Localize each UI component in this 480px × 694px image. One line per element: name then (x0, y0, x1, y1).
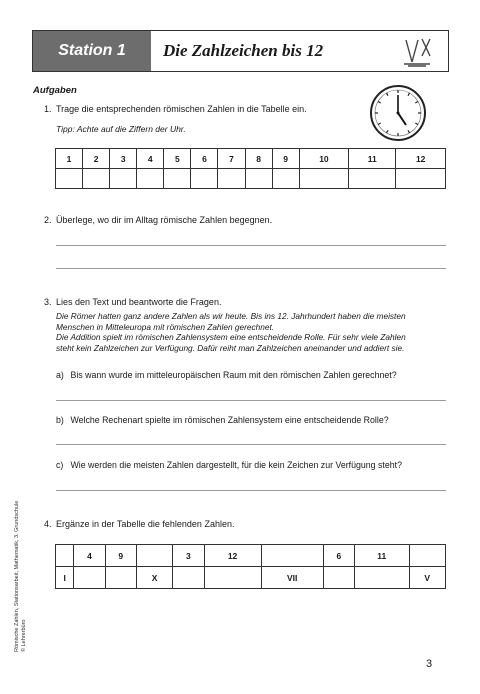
number-cell: 11 (355, 545, 410, 567)
question-text: Bis wann wurde im mitteleuropäischen Raum mit den römischen Zahlen gerechnet? (70, 370, 397, 380)
station-label: Station 1 (33, 31, 151, 71)
question-a (56, 370, 397, 380)
answer-cell[interactable] (409, 545, 445, 567)
table-header-cell: 10 (299, 149, 348, 169)
page-number: 3 (426, 658, 433, 670)
tip-text: Tipp: Achte auf die Ziffern der Uhr. (56, 124, 186, 134)
clock-icon (368, 83, 428, 143)
question-label: c) (56, 460, 64, 470)
question-c (56, 460, 402, 470)
number-cell: 9 (105, 545, 136, 567)
reading-line: Menschen in Mitteleuropa mit römischen Zahlen gerechnet. (56, 321, 275, 332)
answer-line[interactable] (56, 490, 446, 491)
question-label: a) (56, 370, 64, 380)
task-number: 1. (44, 104, 52, 114)
copyright-line: © Lehrerbüro (21, 619, 27, 652)
table-header-cell: 2 (83, 149, 110, 169)
task-text: Überlege, wo dir im Alltag römische Zahlen begegnen. (56, 215, 273, 225)
reading-line: Die Addition spielt im römischen Zahlensystem eine entscheidende Rolle. Für sehr viele Zahlen (56, 332, 406, 343)
answer-cell[interactable] (349, 169, 396, 189)
answer-cell[interactable] (261, 545, 323, 567)
answer-line[interactable] (56, 444, 446, 445)
table-header-cell: 4 (137, 149, 164, 169)
table-header-cell: 3 (110, 149, 137, 169)
table-header-cell: 1 (56, 149, 83, 169)
task-text: Trage die entsprechenden römischen Zahlen in die Tabelle ein. (56, 104, 307, 114)
question-label: b) (56, 415, 64, 425)
answer-cell[interactable] (83, 169, 110, 189)
answer-cell[interactable] (191, 169, 218, 189)
answer-cell[interactable] (74, 567, 105, 589)
answer-cell[interactable] (110, 169, 137, 189)
table-header-cell: 11 (349, 149, 396, 169)
answer-cell[interactable] (56, 545, 74, 567)
number-cell: 3 (173, 545, 204, 567)
table-header-cell: 9 (272, 149, 299, 169)
answer-cell[interactable] (245, 169, 272, 189)
answer-cell[interactable] (136, 545, 172, 567)
reading-text (56, 311, 436, 354)
roman-cell: V (409, 567, 445, 589)
roman-cell: X (136, 567, 172, 589)
task-number: 2. (44, 215, 52, 225)
number-cell: 12 (204, 545, 261, 567)
answer-cell[interactable] (396, 169, 446, 189)
answer-cell[interactable] (204, 567, 261, 589)
answer-cell[interactable] (218, 169, 245, 189)
reading-line: steht kein Zahlzeichen zur Verfügung. Dafür reiht man Zahlzeichen aneinander und addiert sie. (56, 343, 405, 354)
table-header-cell: 12 (396, 149, 446, 169)
station-header (32, 30, 449, 72)
table-header-cell: 6 (191, 149, 218, 169)
answer-cell[interactable] (355, 567, 410, 589)
table-header-cell: 8 (245, 149, 272, 169)
task-number: 4. (44, 519, 52, 529)
answer-cell[interactable] (173, 567, 204, 589)
page-title: Die Zahlzeichen bis 12 (163, 41, 324, 60)
credit-line: Römische Zahlen, Stationsarbeit, Mathematik, 3. Grundschule (14, 500, 20, 652)
reading-line: Die Römer hatten ganz andere Zahlen als wir heute. Bis ins 12. Jahrhundert haben die meisten (56, 311, 406, 321)
roman-numeral-table (55, 148, 446, 189)
answer-cell[interactable] (164, 169, 191, 189)
answer-cell[interactable] (323, 567, 354, 589)
fill-in-table (55, 544, 446, 589)
number-cell: 4 (74, 545, 105, 567)
question-b (56, 415, 389, 425)
roman-cell: VII (261, 567, 323, 589)
task-text: Lies den Text und beantworte die Fragen. (56, 297, 222, 307)
answer-cell[interactable] (299, 169, 348, 189)
answer-line[interactable] (56, 400, 446, 401)
answer-cell[interactable] (137, 169, 164, 189)
question-text: Welche Rechenart spielte im römischen Zahlensystem eine entscheidende Rolle? (70, 415, 389, 425)
number-cell: 6 (323, 545, 354, 567)
section-label: Aufgaben (33, 85, 77, 96)
question-text: Wie werden die meisten Zahlen dargestellt, für die kein Zeichen zur Verfügung steht? (70, 460, 402, 470)
table-header-cell: 5 (164, 149, 191, 169)
task-text: Ergänze in der Tabelle die fehlenden Zahlen. (56, 519, 235, 529)
sidebar-credit (14, 501, 28, 652)
roman-numerals-icon (400, 34, 434, 68)
roman-cell: I (56, 567, 74, 589)
answer-cell[interactable] (105, 567, 136, 589)
answer-line[interactable] (56, 268, 446, 269)
answer-cell[interactable] (56, 169, 83, 189)
answer-cell[interactable] (272, 169, 299, 189)
answer-line[interactable] (56, 245, 446, 246)
task-number: 3. (44, 297, 52, 307)
table-header-cell: 7 (218, 149, 245, 169)
